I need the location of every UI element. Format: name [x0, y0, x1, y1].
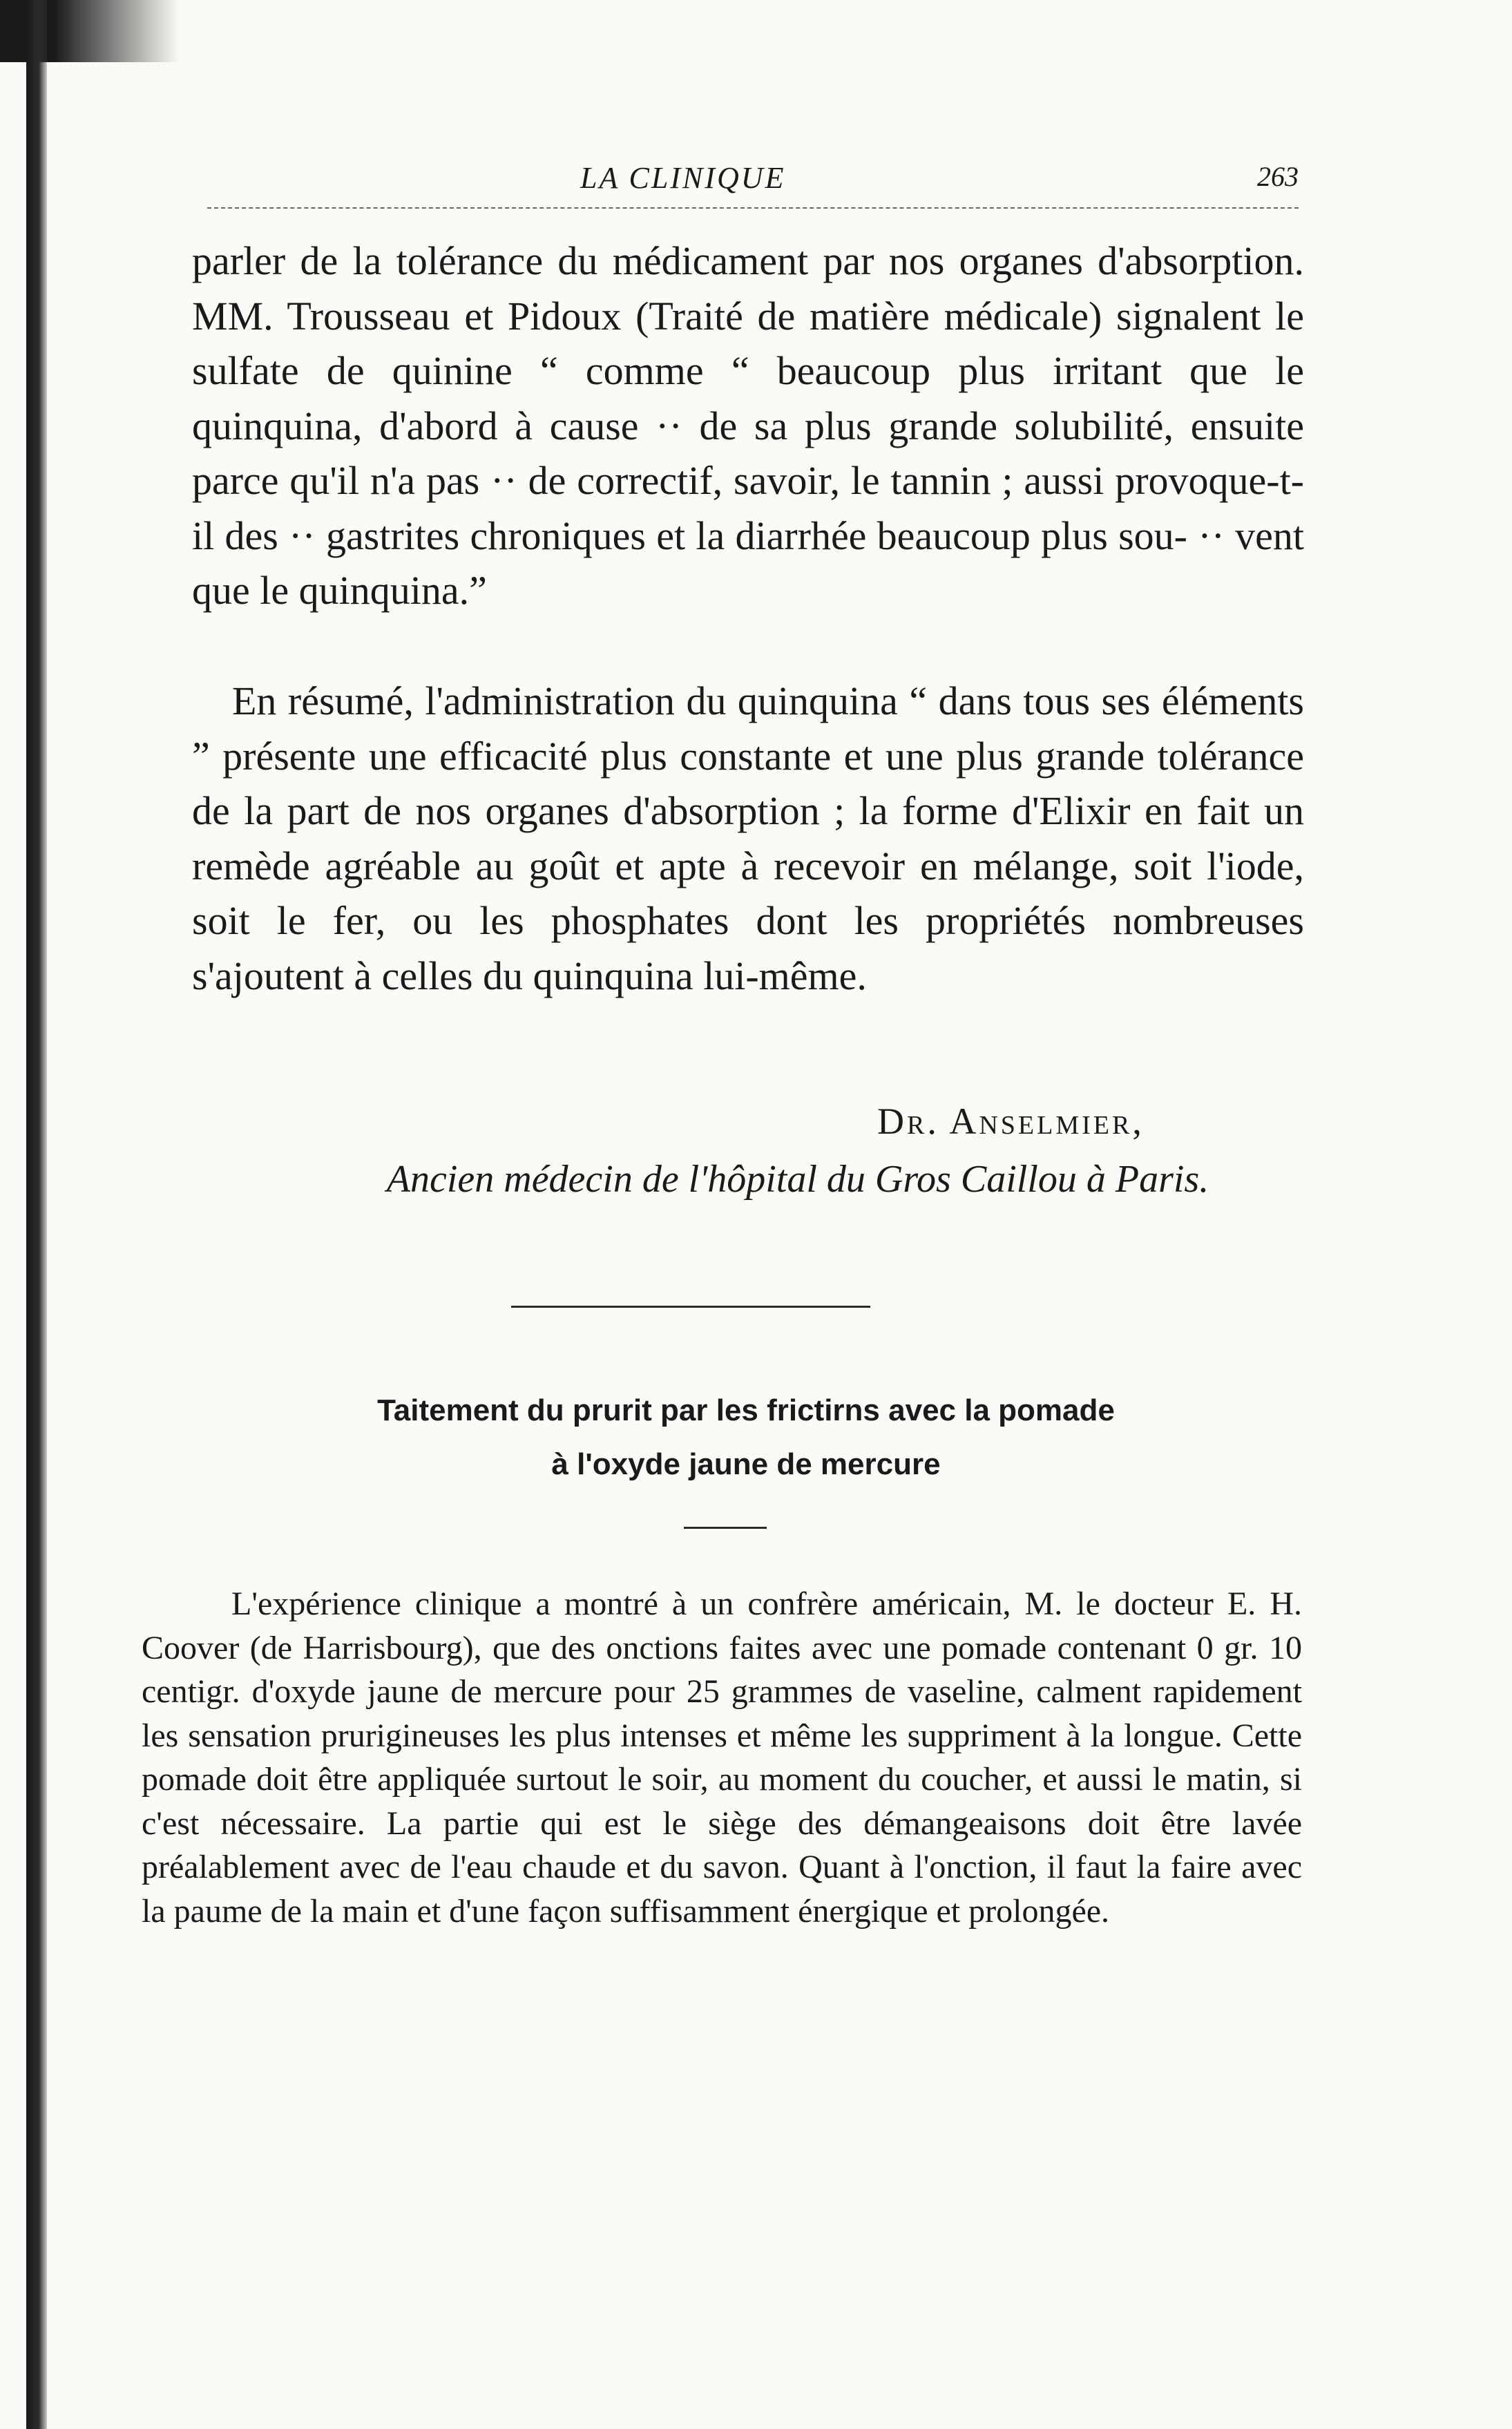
section-divider: [511, 1306, 870, 1308]
article-2-paragraph: L'expérience clinique a montré à un confrère américain, M. le docteur E. H. Coover (de Harrisbourg), que des onctions faites avec une pomade contenant 0 gr. 10 centigr. d'oxyde jaune de mercure pour 25 grammes de vaseline, calment rapidement les sensation prurigineuses les plus intenses et même les suppriment à la longue. Cette pomade doit être appliquée surtout le soir, au moment du coucher, et aussi le matin, si c'est nécessaire. La partie qui est le siège des démangeaisons doit être lavée préalablement avec de l'eau chaude et du savon. Quant à l'onction, il faut la faire avec la paume de la main et d'une façon suffisamment énergique et prolongée.: [142, 1585, 1302, 1930]
scan-binding-edge: [26, 0, 47, 2429]
article-1-paragraph-1: parler de la tolérance du médicament par nos organes d'absorption. MM. Trousseau et Pidoux (Traité de matière médicale) signalent le sulfate de quinine “ comme “ beaucoup plus irritant que le quinquina, d'abord à cause ·· de sa plus grande solubilité, ensuite parce qu'il n'a pas ·· de correctif, savoir, le tannin ; aussi provoque-t-il des ·· gastrites chroniques et la diarrhée beaucoup plus sou- ·· vent que le quinquina.”: [192, 238, 1304, 613]
article-1-paragraph-2: En résumé, l'administration du quinquina “ dans tous ses éléments ” présente une efficacité plus constante et une plus grande tolérance de la part de nos organes d'absorption ; la forme d'Elixir en fait un remède agréable au goût et apte à recevoir en mélange, soit l'iode, soit le fer, ou les phosphates dont les propriétés nombreuses s'ajoutent à celles du quinquina lui-même.: [192, 678, 1304, 998]
header-divider: [207, 207, 1299, 209]
article-2-title: [207, 1384, 1285, 1492]
author-title: Ancien médecin de l'hôpital du Gros Caillou à Paris.: [386, 1158, 1209, 1201]
page-header: [262, 160, 1299, 202]
author-signature: Dr. Anselmier,: [877, 1101, 1145, 1142]
page-number: 263: [1257, 161, 1299, 192]
article-2-title-line-1: Taitement du prurit par les frictirns avec la pomade: [377, 1393, 1115, 1427]
title-divider: [684, 1527, 767, 1529]
running-title: LA CLINIQUE: [580, 161, 786, 195]
article-2-title-line-2: à l'oxyde jaune de mercure: [551, 1447, 941, 1481]
